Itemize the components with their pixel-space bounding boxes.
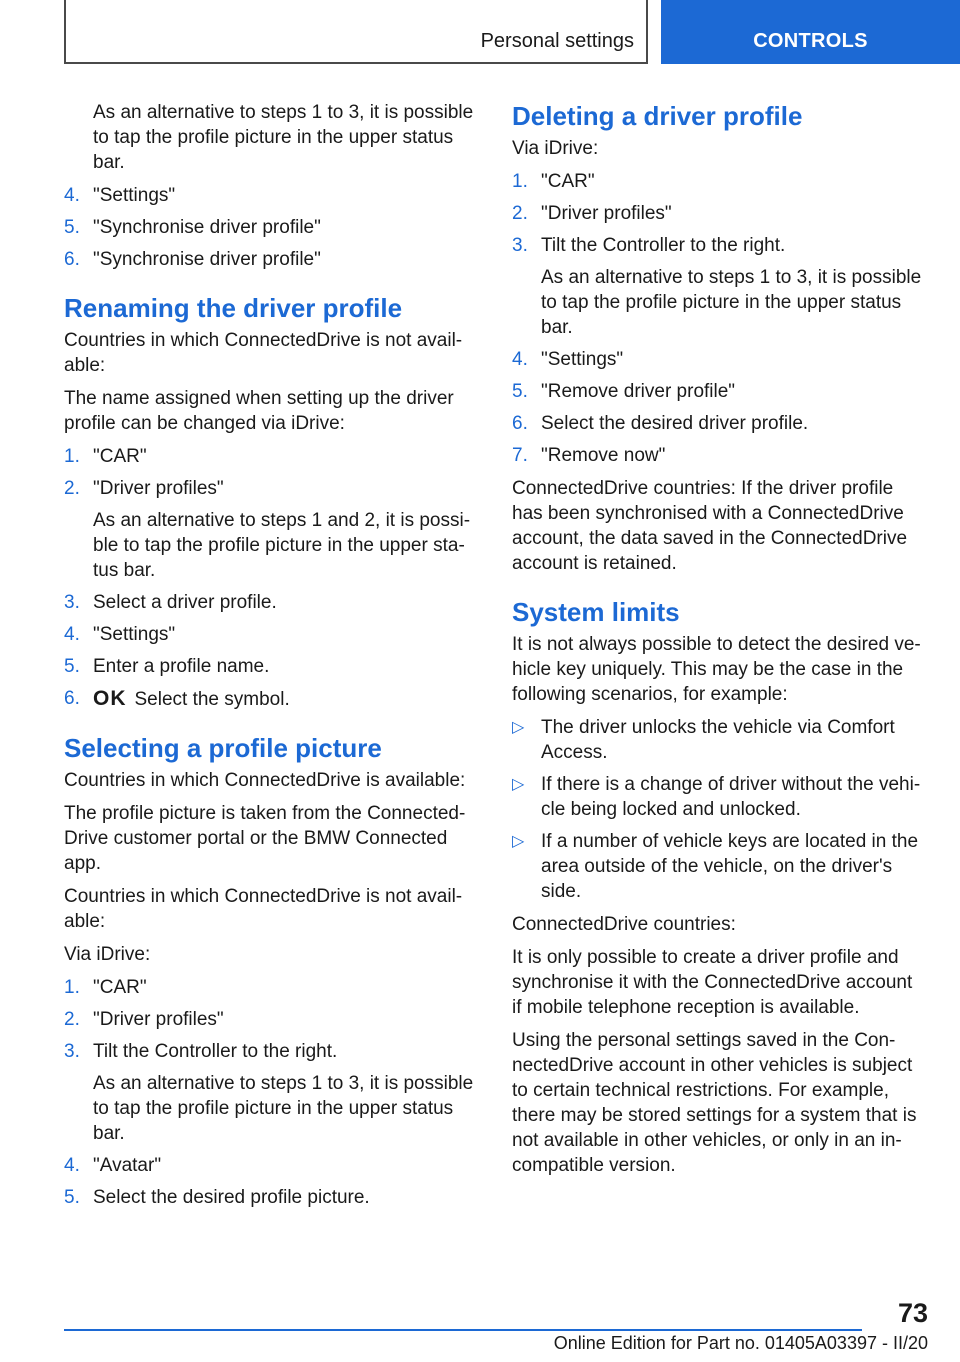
- list-item: 3. Select a driver profile.: [64, 592, 277, 613]
- delete-steps: [512, 169, 926, 468]
- header-chapter-title: CONTROLS: [753, 30, 868, 52]
- limits-bullets: [512, 715, 926, 904]
- picture-heading: Selecting a profile picture: [64, 733, 382, 763]
- list-item: 6. Select the desired driver profile.: [512, 413, 809, 434]
- intro-note: As an alternative to steps 1 to 3, it is possible to tap the profile picture in the upper status bar.: [93, 102, 474, 173]
- step-note: As an alternative to steps 1 to 3, it is possible to tap the profile picture in the upper status bar.: [93, 1073, 474, 1144]
- list-item: 1. "CAR": [64, 446, 147, 467]
- list-item: 5. "Synchronise driver profile": [64, 217, 321, 238]
- rename-para: The name assigned when setting up the driver profile can be changed via iDrive:: [64, 388, 454, 434]
- ok-icon: OK: [93, 687, 127, 710]
- delete-para: ConnectedDrive countries: If the driver profile has been synchronised with a ConnectedDrive account, the data saved in the ConnectedDrive account is retained.: [512, 478, 908, 574]
- list-item: 7. "Remove now": [512, 445, 666, 466]
- left-column: [64, 100, 476, 1218]
- picture-steps: [64, 975, 476, 1210]
- list-item: 4. "Settings": [512, 349, 624, 370]
- limits-para: It is only possible to create a driver profile and synchronise it with the ConnectedDrive account if mobile telephone reception is available.: [512, 947, 913, 1018]
- list-item: 5. "Remove driver profile": [512, 381, 736, 402]
- picture-para: Via iDrive:: [64, 944, 151, 965]
- list-item: 3. Tilt the Controller to the right. As an alternative to steps 1 to 3, it is possible to tap the profile picture in the upper status bar.: [64, 1039, 476, 1146]
- triangle-bullet-icon: ▷: [512, 719, 525, 736]
- list-item: 6. OK Select the symbol.: [64, 687, 290, 710]
- header-chapter-tab: [661, 0, 960, 64]
- rename-steps: [64, 444, 476, 712]
- list-item: 1. "CAR": [512, 171, 595, 192]
- list-item: 2. "Driver profiles" As an alternative to steps 1 and 2, it is possi‐ble to tap the profile picture in the upper sta‐tus bar.: [64, 476, 476, 583]
- right-column: [512, 100, 926, 1186]
- picture-para: Countries in which ConnectedDrive is not avail‐able:: [64, 886, 463, 932]
- list-item: ▷ If a number of vehicle keys are located in the area outside of the vehicle, on the driver's side.: [512, 831, 919, 902]
- limits-para: Using the personal settings saved in the Con‐nectedDrive account in other vehicles is subject to certain technical restrictions. For example, there may be stored settings for a system that is not available in other vehicles, or only in an in‐compatible version.: [512, 1030, 917, 1176]
- list-item: ▷ If there is a change of driver without the vehi‐cle being locked and unlocked.: [512, 774, 921, 820]
- header-section-title: Personal settings: [480, 30, 634, 52]
- footer-divider: [64, 1329, 862, 1331]
- list-item: 2. "Driver profiles": [512, 203, 672, 224]
- limits-heading: System limits: [512, 597, 680, 627]
- rename-para: Countries in which ConnectedDrive is not avail‐able:: [64, 330, 463, 376]
- footer-edition: Online Edition for Part no. 01405A03397 - II/20: [553, 1333, 928, 1353]
- rename-heading: Renaming the driver profile: [64, 293, 403, 323]
- limits-para: ConnectedDrive countries:: [512, 914, 736, 935]
- step-note: As an alternative to steps 1 to 3, it is possible to tap the profile picture in the upper status bar.: [541, 267, 922, 338]
- delete-heading: Deleting a driver profile: [512, 101, 803, 131]
- intro-steps: [64, 183, 476, 272]
- list-item: 1. "CAR": [64, 977, 147, 998]
- delete-para: Via iDrive:: [512, 138, 599, 159]
- header-section-box: [64, 0, 648, 64]
- list-item: 4. "Avatar": [64, 1155, 162, 1176]
- list-item: 6. "Synchronise driver profile": [64, 249, 321, 270]
- list-item: 4. "Settings": [64, 624, 176, 645]
- picture-para: Countries in which ConnectedDrive is available:: [64, 770, 466, 791]
- list-item: 5. Enter a profile name.: [64, 656, 270, 677]
- picture-para: The profile picture is taken from the Connected‐Drive customer portal or the BMW Connected app.: [64, 803, 466, 874]
- list-item: 3. Tilt the Controller to the right. As an alternative to steps 1 to 3, it is possible to tap the profile picture in the upper status bar.: [512, 233, 926, 340]
- list-item: 5. Select the desired profile picture.: [64, 1187, 370, 1208]
- triangle-bullet-icon: ▷: [512, 776, 525, 793]
- step-note: As an alternative to steps 1 and 2, it is possi‐ble to tap the profile picture in the upper sta‐tus bar.: [93, 510, 471, 581]
- list-item: 2. "Driver profiles": [64, 1009, 224, 1030]
- page-number: 73: [897, 1298, 928, 1328]
- triangle-bullet-icon: ▷: [512, 833, 525, 850]
- list-item: 4. "Settings": [64, 185, 176, 206]
- limits-para: It is not always possible to detect the desired ve‐hicle key uniquely. This may be the case in the following scenarios, for example:: [512, 634, 921, 705]
- list-item: ▷ The driver unlocks the vehicle via Comfort Access.: [512, 717, 895, 763]
